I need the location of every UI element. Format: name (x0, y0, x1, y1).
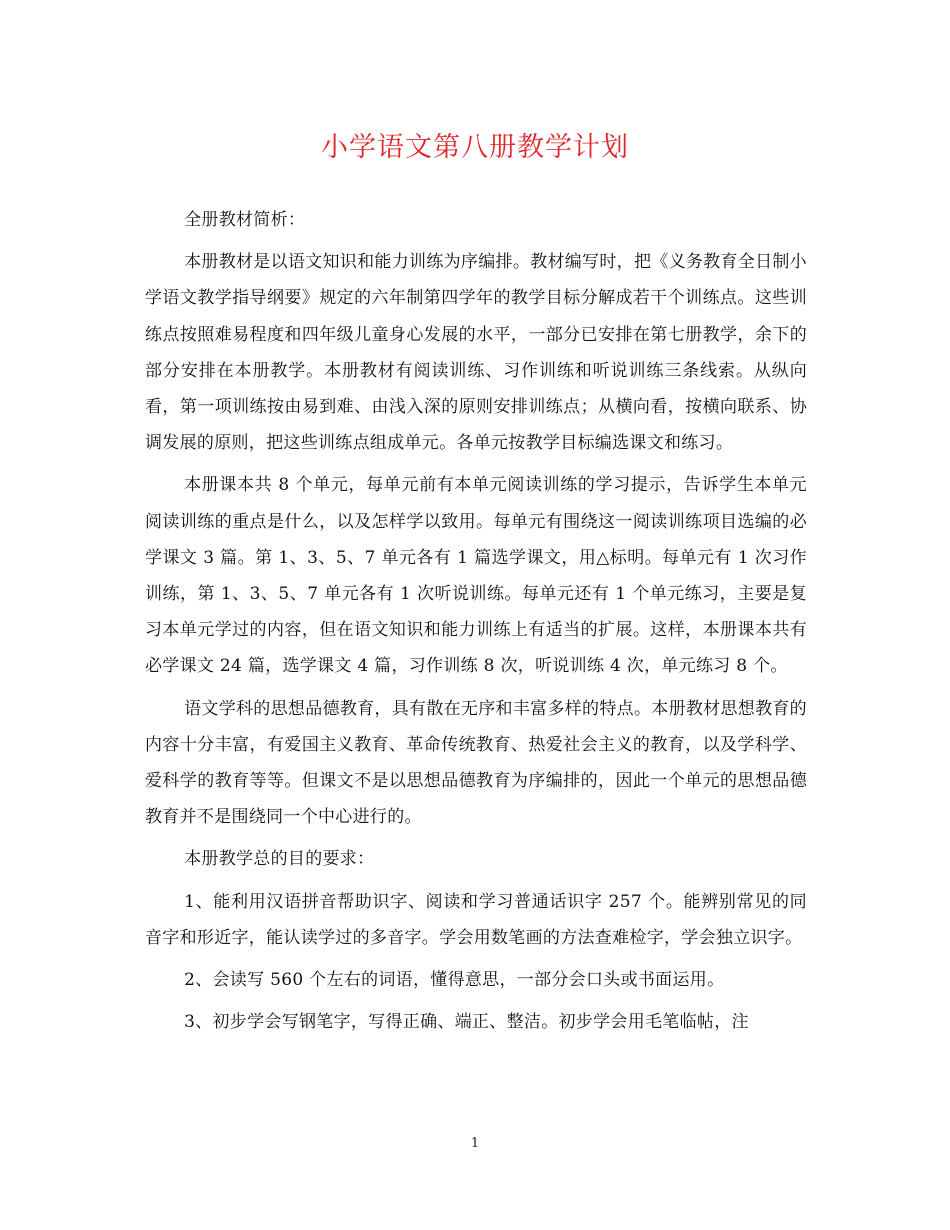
paragraph-units: 本册课本共 8 个单元，每单元前有本单元阅读训练的学习提示，告诉学生本单元阅读训练的重点是什么，以及怎样学以致用。每单元有围绕这一阅读训练项目选编的必学课文 3 篇。第 1、3、5、7 单元各有 1 篇选学课文，用△标明。每单元有 1 次习作训练，第 1、3、5、7 单元各有 1 次听说训练。每单元还有 1 个单元练习，主要是复习本单元学过的内容，但在语文知识和能力训练上有适当的扩展。这样，本册课本共有必学课文 24 篇，选学课文 4 篇，习作训练 8 次，听说训练 4 次，单元练习 8 个。 (145, 475, 807, 677)
goal-item-1: 1、能利用汉语拼音帮助识字、阅读和学习普通话识字 257 个。能辨别常见的同音字和形近字，能认读学过的多音字。学会用数笔画的方法查难检字，学会独立识字。 (145, 891, 807, 948)
document-title: 小学语文第八册教学计划 (321, 132, 629, 163)
page-number: 1 (470, 1136, 480, 1151)
section-heading-overview: 全册教材简析： (184, 210, 306, 230)
section-heading-goals: 本册教学总的目的要求： (184, 849, 375, 870)
goal-item-3: 3、初步学会写钢笔字，写得正确、端正、整洁。初步学会用毛笔临帖，注 (184, 1012, 749, 1033)
document-body (145, 202, 807, 1046)
paragraph-textbook-structure: 本册教材是以语文知识和能力训练为序编排。教材编写时，把《义务教育全日制小学语文教学指导纲要》规定的六年制第四学年的教学目标分解成若干个训练点。这些训练点按照难易程度和四年级儿童身心发展的水平，一部分已安排在第七册教学，余下的部分安排在本册教学。本册教材有阅读训练、习作训练和听说训练三条线索。从纵向看，第一项训练按由易到难、由浅入深的原则安排训练点；从横向看，按横向联系、协调发展的原则，把这些训练点组成单元。各单元按教学目标编选课文和练习。 (145, 252, 807, 454)
paragraph-moral-education: 语文学科的思想品德教育，具有散在无序和丰富多样的特点。本册教材思想教育的内容十分丰富，有爱国主义教育、革命传统教育、热爱社会主义的教育，以及学科学、爱科学的教育等等。但课文不是以思想品德教育为序编排的，因此一个单元的思想品德教育并不是围绕同一个中心进行的。 (145, 698, 807, 828)
goal-item-2: 2、会读写 560 个左右的词语，懂得意思，一部分会口头或书面运用。 (184, 970, 725, 991)
